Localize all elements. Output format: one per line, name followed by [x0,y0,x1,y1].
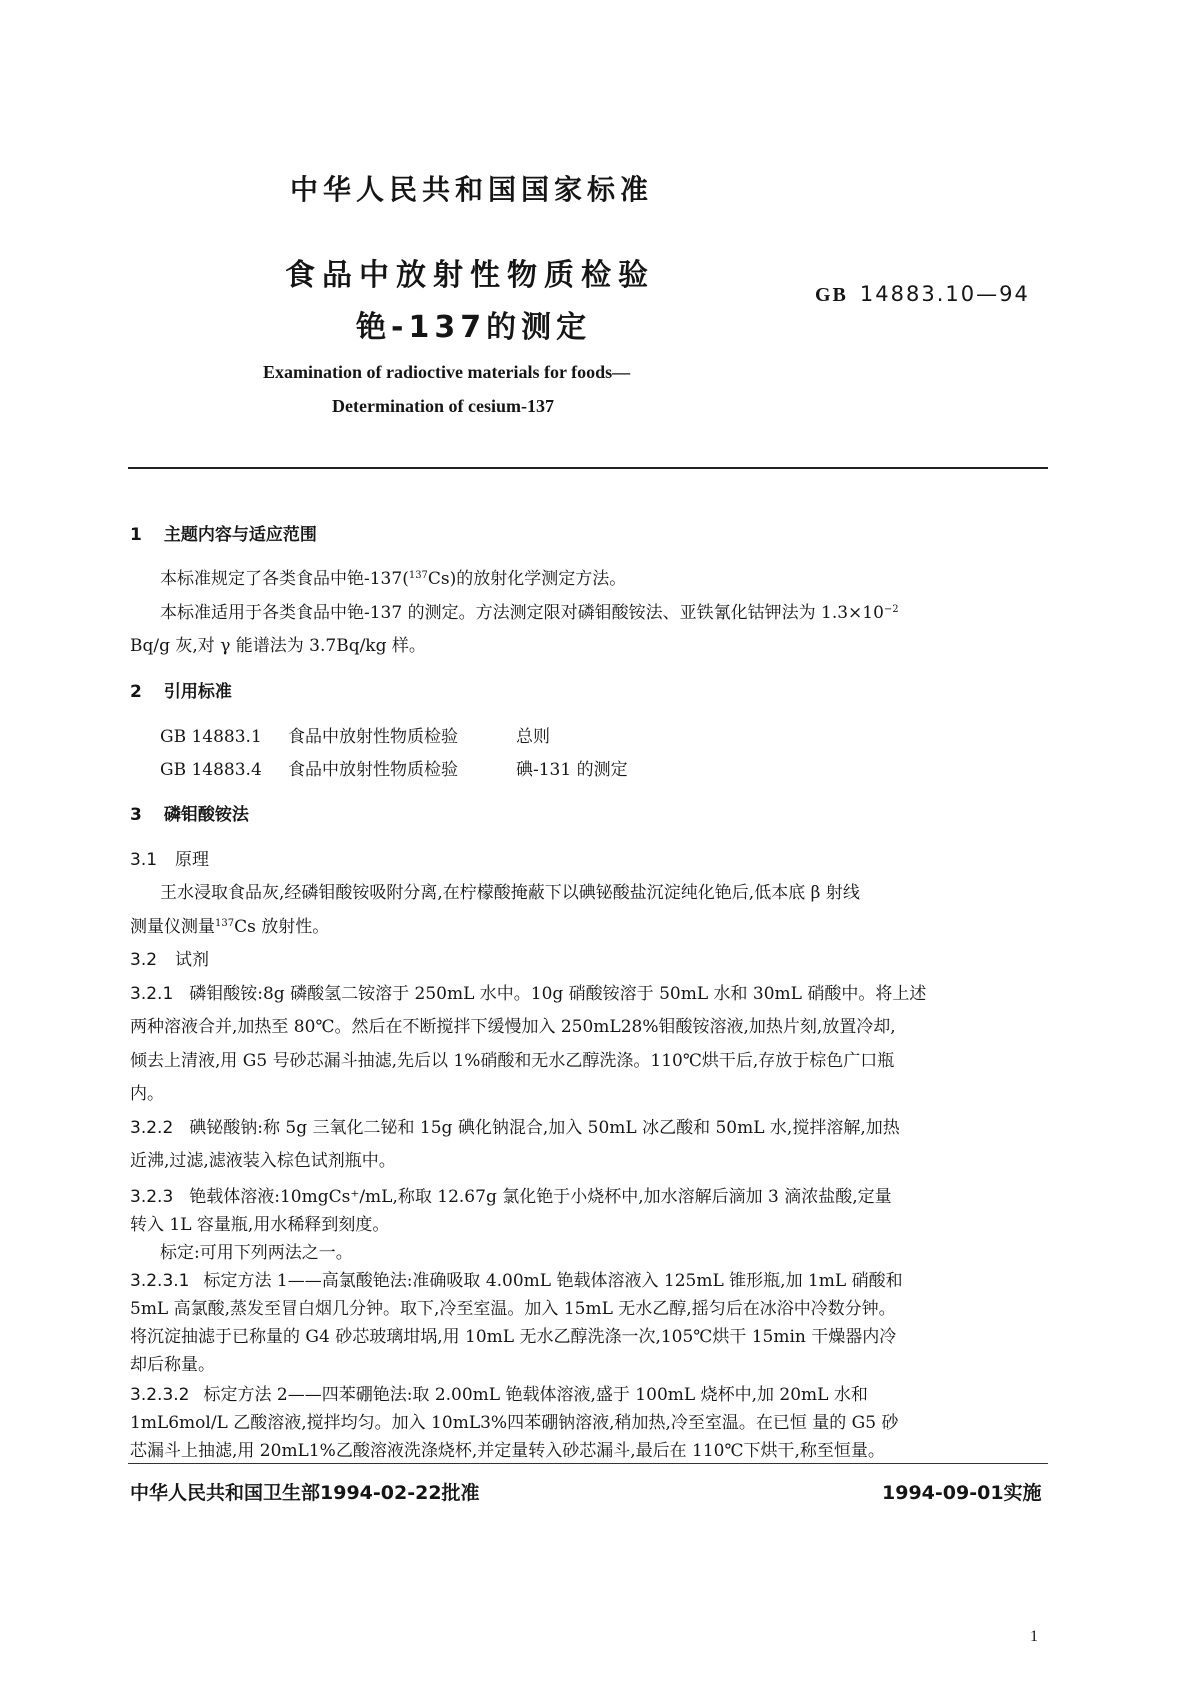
page-number: 1 [1030,1628,1038,1645]
clause-line: 将沉淀抽滤于已称量的 G4 砂芯玻璃坩埚,用 10mL 无水乙醇洗涤一次,105℃烘干 15min 干燥器内冷 [130,1327,897,1347]
section-heading: 1 主题内容与适应范围 [130,525,317,545]
standard-code [815,282,1030,307]
implementation-date: 1994-09-01实施 [882,1482,1042,1504]
reference-item: GB 14883.1 食品中放射性物质检验 总则 [160,727,550,747]
subsection-heading: 3.2 试剂 [130,950,210,970]
paragraph: 本标准适用于各类食品中铯-137 的测定。方法测定限对磷钼酸铵法、亚铁氰化钴钾法为 $1.3\times 10^{-2}$ [160,603,899,623]
section-heading: 3 磷钼酸铵法 [130,805,249,825]
clause-line: 3.2.3.1 标定方法 1——高氯酸铯法:准确吸取 4.00mL 铯载体溶液入 125mL 锥形瓶,加 1mL 硝酸和 [130,1271,903,1291]
document-title-line1: 食品中放射性物质检验 [285,258,655,293]
standard-code-prefix: GB [815,284,848,306]
clause-line: 3.2.1 磷钼酸铵:8g 磷酸氢二铵溶于 250mL 水中。10g 硝酸铵溶于 50mL 水和 30mL 硝酸中。将上述 [130,984,927,1004]
document-title-line2: 铯-137的测定 [356,310,592,345]
english-title-line1: Examination of radioctive materials for foods— [263,362,631,382]
clause-line: 5mL 高氯酸,蒸发至冒白烟几分钟。取下,冷至室温。加入 15mL 无水乙醇,摇匀后在冰浴中冷数分钟。 [130,1299,896,1319]
section-heading: 2 引用标准 [130,682,232,702]
reference-item: GB 14883.4 食品中放射性物质检验 碘-131 的测定 [160,760,628,780]
clause-line: 近沸,过滤,滤液装入棕色试剂瓶中。 [130,1151,396,1171]
clause-line: 3.2.3.2 标定方法 2——四苯硼铯法:取 2.00mL 铯载体溶液,盛于 100mL 烧杯中,加 20mL 水和 [130,1385,868,1405]
clause-line: 转入 1L 容量瓶,用水稀释到刻度。 [130,1215,390,1235]
clause-line: 倾去上清液,用 G5 号砂芯漏斗抽滤,先后以 1%硝酸和无水乙醇洗涤。110℃烘干后,存放于棕色广口瓶 [130,1051,895,1071]
clause-line: 芯漏斗上抽滤,用 20mL1%乙酸溶液洗涤烧杯,并定量转入砂芯漏斗,最后在 110℃下烘干,称至恒量。 [130,1441,885,1461]
footer-divider [128,1463,1048,1464]
english-title-line2: Determination of cesium-137 [332,396,554,416]
header-divider [128,467,1048,469]
clause-line: 标定:可用下列两法之一。 [160,1243,353,1263]
standard-code-number: 14883.10—94 [859,282,1030,306]
paragraph: 王水浸取食品灰,经磷钼酸铵吸附分离,在柠檬酸掩蔽下以碘铋酸盐沉淀纯化铯后,低本底 β 射线 [160,883,860,903]
clause-line: 3.2.3 铯载体溶液:10mgCs⁺/mL,称取 12.67g 氯化铯于小烧杯中,加水溶解后滴加 3 滴浓盐酸,定量 [130,1187,892,1207]
paragraph: 本标准规定了各类食品中铯-137($^{137}$Cs)的放射化学测定方法。 [160,569,627,589]
paragraph-continued: 测量仪测量$^{137}$Cs 放射性。 [130,917,330,937]
clause-line: 1mL6mol/L 乙酸溶液,搅拌均匀。加入 10mL3%四苯硼钠溶液,稍加热,冷至室温。在已恒 量的 G5 砂 [130,1413,899,1433]
clause-line: 却后称量。 [130,1355,215,1375]
clause-line: 3.2.2 碘铋酸钠:称 5g 三氧化二铋和 15g 碘化钠混合,加入 50mL 冰乙酸和 50mL 水,搅拌溶解,加热 [130,1118,900,1138]
clause-line: 内。 [130,1084,164,1104]
paragraph-continued: Bq/g 灰,对 γ 能谱法为 3.7Bq/kg 样。 [130,636,426,656]
subsection-heading: 3.1 原理 [130,850,210,870]
national-standard-heading: 中华人民共和国国家标准 [290,173,654,206]
approval-line: 中华人民共和国卫生部1994-02-22批准 [130,1482,480,1504]
clause-line: 两种溶液合并,加热至 80℃。然后在不断搅拌下缓慢加入 250mL28%钼酸铵溶液,加热片刻,放置冷却, [130,1017,896,1037]
